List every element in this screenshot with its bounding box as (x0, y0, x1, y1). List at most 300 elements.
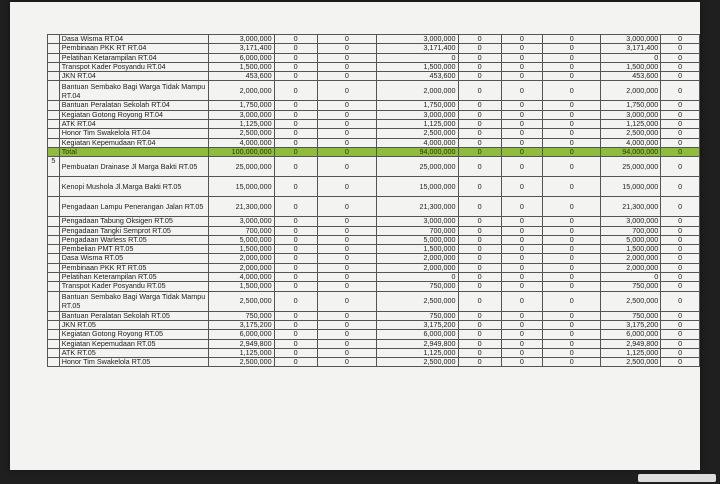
value-cell-8: 2,500,000 (601, 291, 661, 311)
value-cell-3: 0 (317, 35, 376, 44)
value-cell-2: 0 (274, 138, 317, 147)
value-cell-8: 1,500,000 (601, 62, 661, 71)
value-cell-2: 0 (274, 53, 317, 62)
value-cell-7: 0 (542, 138, 600, 147)
item-name-cell: Kegiatan Gotong Royong RT.05 (59, 330, 208, 339)
value-cell-9: 0 (661, 217, 700, 226)
value-cell-9: 0 (661, 197, 700, 217)
value-cell-9: 0 (661, 263, 700, 272)
row-number-cell (48, 81, 60, 101)
value-cell-7: 0 (542, 254, 600, 263)
value-cell-7: 0 (542, 358, 600, 367)
value-cell-7: 0 (542, 339, 600, 348)
value-cell-2: 0 (274, 217, 317, 226)
table-row (48, 348, 700, 357)
item-name-cell: JKN RT.05 (59, 320, 208, 329)
value-cell-7: 0 (542, 177, 600, 197)
value-cell-7: 0 (542, 197, 600, 217)
value-cell-6: 0 (501, 235, 542, 244)
table-row (48, 53, 700, 62)
value-cell-3: 0 (317, 339, 376, 348)
value-cell-6: 0 (501, 263, 542, 272)
value-cell-1: 2,500,000 (208, 291, 274, 311)
value-cell-5: 0 (458, 291, 501, 311)
budget-table (47, 34, 700, 367)
value-cell-5: 0 (458, 197, 501, 217)
value-cell-4: 1,500,000 (377, 62, 458, 71)
value-cell-8: 1,750,000 (601, 101, 661, 110)
value-cell-1: 3,000,000 (208, 110, 274, 119)
value-cell-1: 3,000,000 (208, 35, 274, 44)
value-cell-9: 0 (661, 62, 700, 71)
value-cell-9: 0 (661, 330, 700, 339)
value-cell-7: 0 (542, 226, 600, 235)
table-row (48, 330, 700, 339)
value-cell-7: 0 (542, 157, 600, 177)
table-row (48, 339, 700, 348)
item-name-cell: Pembinaan PKK RT RT.04 (59, 44, 208, 53)
value-cell-8: 94,000,000 (601, 147, 661, 156)
value-cell-4: 750,000 (377, 282, 458, 291)
value-cell-1: 100,000,000 (208, 147, 274, 156)
item-name-cell: Kegiatan Kepemudaan RT.05 (59, 339, 208, 348)
table-row (48, 282, 700, 291)
item-name-cell: Pembelian PMT RT.05 (59, 245, 208, 254)
value-cell-3: 0 (317, 44, 376, 53)
value-cell-3: 0 (317, 101, 376, 110)
value-cell-8: 2,500,000 (601, 129, 661, 138)
value-cell-9: 0 (661, 53, 700, 62)
table-row (48, 235, 700, 244)
value-cell-2: 0 (274, 147, 317, 156)
table-row (48, 35, 700, 44)
value-cell-2: 0 (274, 101, 317, 110)
document-page (10, 2, 700, 470)
value-cell-9: 0 (661, 358, 700, 367)
item-name-cell: Pembuatan Drainase Jl Marga Bakti RT.05 (59, 157, 208, 177)
value-cell-4: 15,000,000 (377, 177, 458, 197)
value-cell-4: 1,125,000 (377, 348, 458, 357)
value-cell-8: 0 (601, 53, 661, 62)
value-cell-2: 0 (274, 291, 317, 311)
value-cell-2: 0 (274, 110, 317, 119)
value-cell-9: 0 (661, 147, 700, 156)
table-row (48, 138, 700, 147)
value-cell-7: 0 (542, 311, 600, 320)
value-cell-8: 2,949,800 (601, 339, 661, 348)
value-cell-9: 0 (661, 254, 700, 263)
table-row (48, 101, 700, 110)
value-cell-9: 0 (661, 320, 700, 329)
value-cell-4: 0 (377, 53, 458, 62)
item-name-cell: Pengadaan Warless RT.05 (59, 235, 208, 244)
value-cell-8: 2,500,000 (601, 358, 661, 367)
value-cell-5: 0 (458, 282, 501, 291)
item-name-cell: Honor Tim Swakelola RT.04 (59, 129, 208, 138)
value-cell-5: 0 (458, 138, 501, 147)
value-cell-9: 0 (661, 81, 700, 101)
value-cell-2: 0 (274, 348, 317, 357)
value-cell-8: 1,125,000 (601, 120, 661, 129)
value-cell-3: 0 (317, 235, 376, 244)
value-cell-7: 0 (542, 44, 600, 53)
value-cell-6: 0 (501, 330, 542, 339)
table-row (48, 177, 700, 197)
value-cell-7: 0 (542, 101, 600, 110)
value-cell-4: 2,000,000 (377, 263, 458, 272)
value-cell-3: 0 (317, 358, 376, 367)
value-cell-7: 0 (542, 245, 600, 254)
value-cell-1: 4,000,000 (208, 273, 274, 282)
value-cell-8: 3,175,200 (601, 320, 661, 329)
value-cell-4: 2,000,000 (377, 254, 458, 263)
value-cell-6: 0 (501, 62, 542, 71)
value-cell-1: 3,171,400 (208, 44, 274, 53)
value-cell-3: 0 (317, 147, 376, 156)
value-cell-8: 3,171,400 (601, 44, 661, 53)
value-cell-4: 2,500,000 (377, 291, 458, 311)
value-cell-4: 21,300,000 (377, 197, 458, 217)
row-number-cell (48, 129, 60, 138)
value-cell-1: 750,000 (208, 311, 274, 320)
value-cell-2: 0 (274, 339, 317, 348)
row-number-cell (48, 147, 60, 156)
value-cell-1: 21,300,000 (208, 197, 274, 217)
row-number-cell (48, 217, 60, 226)
value-cell-9: 0 (661, 226, 700, 235)
item-name-cell: ATK RT.04 (59, 120, 208, 129)
value-cell-7: 0 (542, 72, 600, 81)
value-cell-7: 0 (542, 348, 600, 357)
item-name-cell: Dasa Wisma RT.04 (59, 35, 208, 44)
value-cell-1: 1,750,000 (208, 101, 274, 110)
value-cell-4: 1,500,000 (377, 245, 458, 254)
value-cell-3: 0 (317, 226, 376, 235)
value-cell-9: 0 (661, 273, 700, 282)
value-cell-1: 5,000,000 (208, 235, 274, 244)
value-cell-6: 0 (501, 245, 542, 254)
table-row (48, 358, 700, 367)
item-name-cell: JKN RT.04 (59, 72, 208, 81)
value-cell-5: 0 (458, 129, 501, 138)
value-cell-4: 1,125,000 (377, 120, 458, 129)
value-cell-1: 1,125,000 (208, 120, 274, 129)
table-row (48, 120, 700, 129)
value-cell-5: 0 (458, 235, 501, 244)
value-cell-6: 0 (501, 72, 542, 81)
value-cell-1: 2,500,000 (208, 129, 274, 138)
row-number-cell (48, 197, 60, 217)
value-cell-9: 0 (661, 129, 700, 138)
value-cell-6: 0 (501, 120, 542, 129)
value-cell-9: 0 (661, 72, 700, 81)
value-cell-9: 0 (661, 110, 700, 119)
item-name-cell: Honor Tim Swakelola RT.05 (59, 358, 208, 367)
value-cell-1: 700,000 (208, 226, 274, 235)
table-row (48, 110, 700, 119)
row-number-cell (48, 358, 60, 367)
value-cell-2: 0 (274, 157, 317, 177)
value-cell-7: 0 (542, 263, 600, 272)
value-cell-4: 3,000,000 (377, 35, 458, 44)
value-cell-1: 2,000,000 (208, 263, 274, 272)
value-cell-6: 0 (501, 217, 542, 226)
row-number-cell (48, 282, 60, 291)
value-cell-6: 0 (501, 311, 542, 320)
value-cell-5: 0 (458, 157, 501, 177)
value-cell-4: 5,000,000 (377, 235, 458, 244)
value-cell-6: 0 (501, 254, 542, 263)
value-cell-4: 2,500,000 (377, 358, 458, 367)
value-cell-9: 0 (661, 291, 700, 311)
value-cell-7: 0 (542, 320, 600, 329)
item-name-cell: Dasa Wisma RT.05 (59, 254, 208, 263)
value-cell-5: 0 (458, 273, 501, 282)
value-cell-6: 0 (501, 35, 542, 44)
value-cell-8: 6,000,000 (601, 330, 661, 339)
row-number-cell (48, 53, 60, 62)
row-number-cell (48, 311, 60, 320)
item-name-cell: Pengadaan Tabung Oksigen RT.05 (59, 217, 208, 226)
value-cell-1: 1,500,000 (208, 282, 274, 291)
value-cell-9: 0 (661, 35, 700, 44)
row-number-cell (48, 330, 60, 339)
value-cell-7: 0 (542, 53, 600, 62)
value-cell-4: 453,600 (377, 72, 458, 81)
value-cell-7: 0 (542, 147, 600, 156)
item-name-cell: Pengadaan Lampu Penerangan Jalan RT.05 (59, 197, 208, 217)
value-cell-1: 4,000,000 (208, 138, 274, 147)
value-cell-7: 0 (542, 62, 600, 71)
table-row (48, 81, 700, 101)
value-cell-5: 0 (458, 311, 501, 320)
table-row (48, 311, 700, 320)
value-cell-6: 0 (501, 53, 542, 62)
value-cell-4: 3,000,000 (377, 110, 458, 119)
value-cell-3: 0 (317, 348, 376, 357)
value-cell-3: 0 (317, 72, 376, 81)
value-cell-6: 0 (501, 358, 542, 367)
row-number-cell (48, 101, 60, 110)
row-number-cell (48, 177, 60, 197)
value-cell-2: 0 (274, 263, 317, 272)
row-number-cell (48, 348, 60, 357)
value-cell-9: 0 (661, 245, 700, 254)
table-row (48, 197, 700, 217)
value-cell-1: 1,125,000 (208, 348, 274, 357)
value-cell-8: 3,000,000 (601, 35, 661, 44)
value-cell-7: 0 (542, 235, 600, 244)
value-cell-1: 2,000,000 (208, 81, 274, 101)
value-cell-4: 700,000 (377, 226, 458, 235)
table-row (48, 226, 700, 235)
item-name-cell: Transpot Kader Posyandu RT.04 (59, 62, 208, 71)
value-cell-4: 25,000,000 (377, 157, 458, 177)
value-cell-6: 0 (501, 157, 542, 177)
value-cell-5: 0 (458, 35, 501, 44)
row-number-cell (48, 235, 60, 244)
value-cell-3: 0 (317, 129, 376, 138)
value-cell-4: 2,500,000 (377, 129, 458, 138)
value-cell-7: 0 (542, 330, 600, 339)
value-cell-3: 0 (317, 81, 376, 101)
row-number-cell (48, 110, 60, 119)
item-name-cell: Pengadaan Tangki Semprot RT.05 (59, 226, 208, 235)
value-cell-5: 0 (458, 245, 501, 254)
value-cell-2: 0 (274, 254, 317, 263)
value-cell-2: 0 (274, 81, 317, 101)
value-cell-9: 0 (661, 339, 700, 348)
value-cell-3: 0 (317, 273, 376, 282)
value-cell-9: 0 (661, 120, 700, 129)
value-cell-7: 0 (542, 291, 600, 311)
value-cell-4: 4,000,000 (377, 138, 458, 147)
table-row (48, 62, 700, 71)
value-cell-1: 2,500,000 (208, 358, 274, 367)
value-cell-9: 0 (661, 348, 700, 357)
value-cell-3: 0 (317, 254, 376, 263)
value-cell-3: 0 (317, 330, 376, 339)
value-cell-1: 2,000,000 (208, 254, 274, 263)
value-cell-5: 0 (458, 263, 501, 272)
value-cell-2: 0 (274, 330, 317, 339)
value-cell-3: 0 (317, 282, 376, 291)
value-cell-4: 2,949,800 (377, 339, 458, 348)
table-row (48, 273, 700, 282)
value-cell-9: 0 (661, 282, 700, 291)
table-row (48, 320, 700, 329)
item-name-cell: Kegiatan Gotong Royong RT.04 (59, 110, 208, 119)
value-cell-6: 0 (501, 110, 542, 119)
value-cell-9: 0 (661, 101, 700, 110)
value-cell-8: 750,000 (601, 282, 661, 291)
value-cell-8: 0 (601, 273, 661, 282)
value-cell-3: 0 (317, 177, 376, 197)
value-cell-4: 2,000,000 (377, 81, 458, 101)
value-cell-2: 0 (274, 226, 317, 235)
value-cell-5: 0 (458, 217, 501, 226)
value-cell-4: 0 (377, 273, 458, 282)
row-number-cell (48, 273, 60, 282)
row-number-cell (48, 254, 60, 263)
value-cell-5: 0 (458, 358, 501, 367)
value-cell-8: 25,000,000 (601, 157, 661, 177)
value-cell-2: 0 (274, 35, 317, 44)
value-cell-1: 1,500,000 (208, 245, 274, 254)
row-number-cell (48, 138, 60, 147)
value-cell-8: 1,125,000 (601, 348, 661, 357)
table-row (48, 245, 700, 254)
value-cell-2: 0 (274, 358, 317, 367)
value-cell-5: 0 (458, 330, 501, 339)
value-cell-5: 0 (458, 72, 501, 81)
row-number-cell (48, 226, 60, 235)
value-cell-2: 0 (274, 129, 317, 138)
value-cell-2: 0 (274, 273, 317, 282)
value-cell-5: 0 (458, 147, 501, 156)
item-name-cell: ATK RT.05 (59, 348, 208, 357)
value-cell-1: 2,949,800 (208, 339, 274, 348)
value-cell-2: 0 (274, 235, 317, 244)
value-cell-7: 0 (542, 273, 600, 282)
value-cell-8: 21,300,000 (601, 197, 661, 217)
value-cell-8: 2,000,000 (601, 254, 661, 263)
value-cell-3: 0 (317, 245, 376, 254)
value-cell-1: 453,600 (208, 72, 274, 81)
value-cell-2: 0 (274, 177, 317, 197)
row-number-cell (48, 44, 60, 53)
value-cell-2: 0 (274, 282, 317, 291)
value-cell-1: 1,500,000 (208, 62, 274, 71)
value-cell-7: 0 (542, 110, 600, 119)
value-cell-6: 0 (501, 177, 542, 197)
value-cell-1: 6,000,000 (208, 53, 274, 62)
value-cell-8: 3,000,000 (601, 217, 661, 226)
value-cell-9: 0 (661, 44, 700, 53)
value-cell-5: 0 (458, 53, 501, 62)
value-cell-1: 3,000,000 (208, 217, 274, 226)
value-cell-8: 750,000 (601, 311, 661, 320)
value-cell-5: 0 (458, 44, 501, 53)
item-name-cell: Bantuan Peralatan Sekolah RT.05 (59, 311, 208, 320)
value-cell-8: 15,000,000 (601, 177, 661, 197)
value-cell-6: 0 (501, 129, 542, 138)
value-cell-3: 0 (317, 138, 376, 147)
value-cell-7: 0 (542, 282, 600, 291)
value-cell-3: 0 (317, 120, 376, 129)
value-cell-6: 0 (501, 138, 542, 147)
value-cell-2: 0 (274, 320, 317, 329)
value-cell-2: 0 (274, 62, 317, 71)
value-cell-6: 0 (501, 273, 542, 282)
value-cell-2: 0 (274, 245, 317, 254)
value-cell-5: 0 (458, 320, 501, 329)
value-cell-2: 0 (274, 311, 317, 320)
total-row (48, 147, 700, 156)
value-cell-6: 0 (501, 101, 542, 110)
value-cell-1: 3,175,200 (208, 320, 274, 329)
value-cell-4: 750,000 (377, 311, 458, 320)
value-cell-6: 0 (501, 197, 542, 217)
value-cell-4: 3,171,400 (377, 44, 458, 53)
value-cell-8: 4,000,000 (601, 138, 661, 147)
item-name-cell: Pelatihan Keterampilan RT.05 (59, 273, 208, 282)
value-cell-2: 0 (274, 120, 317, 129)
value-cell-6: 0 (501, 81, 542, 101)
value-cell-6: 0 (501, 291, 542, 311)
value-cell-6: 0 (501, 44, 542, 53)
value-cell-5: 0 (458, 120, 501, 129)
value-cell-8: 3,000,000 (601, 110, 661, 119)
value-cell-3: 0 (317, 263, 376, 272)
value-cell-1: 15,000,000 (208, 177, 274, 197)
value-cell-6: 0 (501, 147, 542, 156)
value-cell-9: 0 (661, 177, 700, 197)
item-name-cell: Bantuan Sembako Bagi Warga Tidak Mampu RT.04 (59, 81, 208, 101)
table-row (48, 129, 700, 138)
budget-table-body (48, 35, 700, 367)
row-number-cell (48, 291, 60, 311)
value-cell-4: 1,750,000 (377, 101, 458, 110)
value-cell-2: 0 (274, 72, 317, 81)
item-name-cell: Pelatihan Ketarampilan RT.04 (59, 53, 208, 62)
value-cell-9: 0 (661, 138, 700, 147)
value-cell-1: 6,000,000 (208, 330, 274, 339)
value-cell-5: 0 (458, 62, 501, 71)
value-cell-7: 0 (542, 217, 600, 226)
value-cell-5: 0 (458, 177, 501, 197)
table-row (48, 291, 700, 311)
